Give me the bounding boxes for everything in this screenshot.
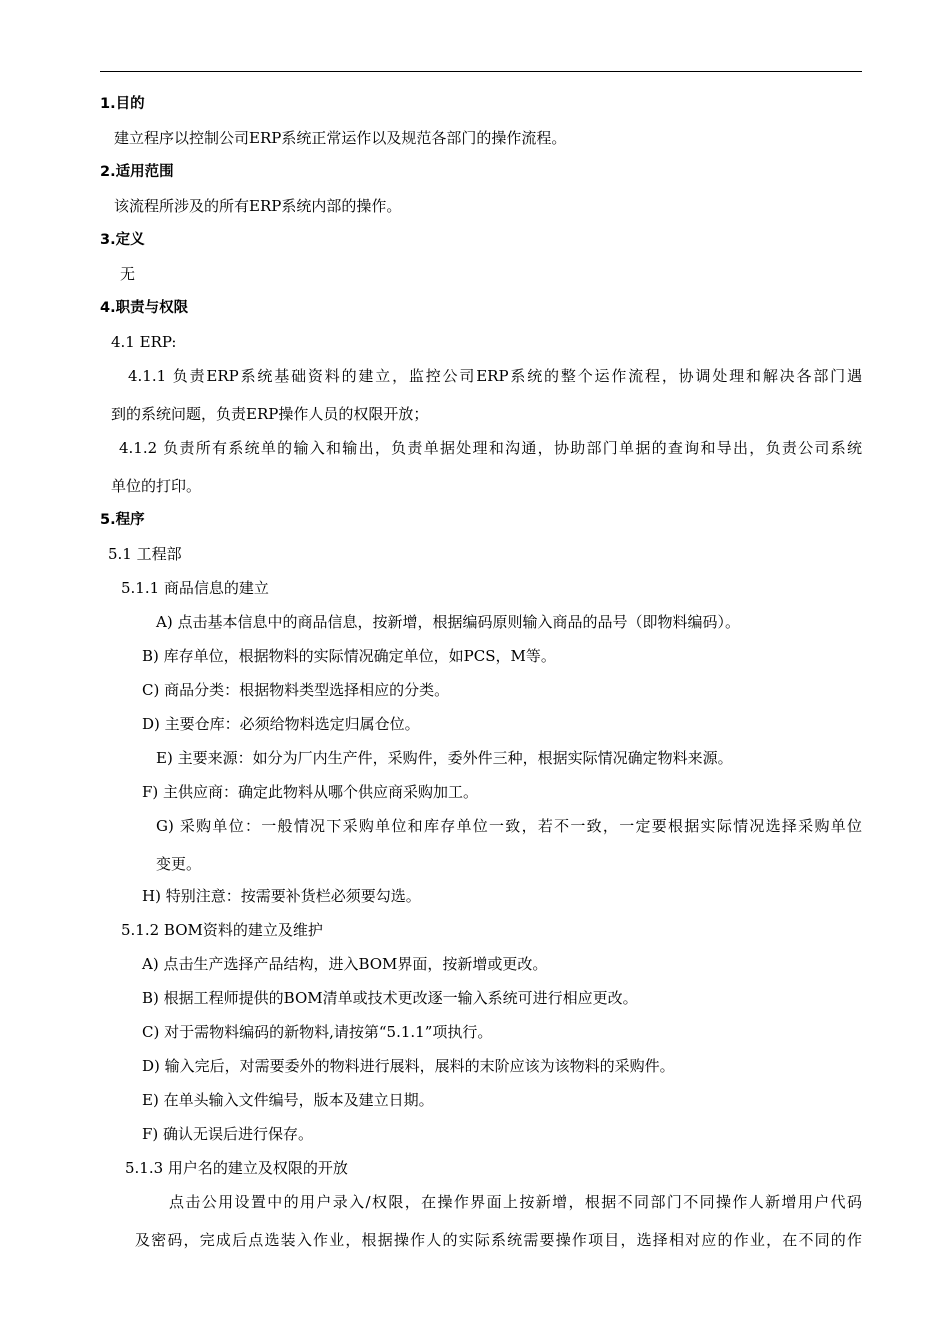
section-5-title: 5.程序 xyxy=(100,512,145,528)
item-4-1-1-line1: 4.1.1 负责ERP系统基础资料的建立，监控公司ERP系统的整个运作流程，协调处理和解决各部门遇 xyxy=(128,367,862,385)
item-5-1-1-g-line1: G) 采购单位：一般情况下采购单位和库存单位一致，若不一致，一定要根据实际情况选择采购单位 xyxy=(156,817,862,835)
item-4-1-1-line2: 到的系统问题，负责ERP操作人员的权限开放； xyxy=(111,405,429,423)
item-4-1-2-line1: 4.1.2 负责所有系统单的输入和输出，负责单据处理和沟通，协助部门单据的查询和导出，负责公司系统 xyxy=(119,439,862,457)
subsection-5-1: 5.1 工程部 xyxy=(108,545,182,563)
item-5-1-1-f: F) 主供应商：确定此物料从哪个供应商采购加工。 xyxy=(142,783,479,801)
item-5-1-1-a: A) 点击基本信息中的商品信息，按新增，根据编码原则输入商品的品号（即物料编码）。 xyxy=(156,613,740,631)
section-3-body: 无 xyxy=(120,265,136,283)
item-5-1-2-f: F) 确认无误后进行保存。 xyxy=(142,1125,314,1143)
section-3-title: 3.定义 xyxy=(100,232,145,248)
header-rule xyxy=(100,71,862,72)
item-5-1-1-g-line2: 变更。 xyxy=(156,855,202,873)
subsection-4-1: 4.1 ERP: xyxy=(111,333,177,351)
item-5-1-2-c: C) 对于需物料编码的新物料,请按第“5.1.1”项执行。 xyxy=(142,1023,493,1041)
item-5-1-3-title: 5.1.3 用户名的建立及权限的开放 xyxy=(125,1159,348,1177)
section-2-body: 该流程所涉及的所有ERP系统内部的操作。 xyxy=(114,197,402,215)
item-5-1-1-h: H) 特别注意：按需要补货栏必须要勾选。 xyxy=(142,887,421,905)
item-5-1-2-d: D) 输入完后，对需要委外的物料进行展料，展料的末阶应该为该物料的采购件。 xyxy=(142,1057,675,1075)
section-1-title: 1.目的 xyxy=(100,96,145,112)
item-5-1-1-e: E) 主要来源：如分为厂内生产件，采购件，委外件三种，根据实际情况确定物料来源。 xyxy=(156,749,733,767)
section-4-title: 4.职责与权限 xyxy=(100,300,189,316)
item-4-1-2-line2: 单位的打印。 xyxy=(111,477,202,495)
item-5-1-3-line2: 及密码，完成后点选装入作业，根据操作人的实际系统需要操作项目，选择相对应的作业，在不同的作 xyxy=(135,1231,862,1249)
item-5-1-1-title: 5.1.1 商品信息的建立 xyxy=(121,579,269,597)
section-2-title: 2.适用范围 xyxy=(100,164,174,180)
item-5-1-1-c: C) 商品分类：根据物料类型选择相应的分类。 xyxy=(142,681,450,699)
item-5-1-2-e: E) 在单头输入文件编号，版本及建立日期。 xyxy=(142,1091,434,1109)
item-5-1-1-d: D) 主要仓库：必须给物料选定归属仓位。 xyxy=(142,715,420,733)
item-5-1-2-a: A) 点击生产选择产品结构，进入BOM界面，按新增或更改。 xyxy=(142,955,548,973)
item-5-1-3-line1: 点击公用设置中的用户录入/权限，在操作界面上按新增，根据不同部门不同操作人新增用户代码 xyxy=(169,1193,862,1211)
item-5-1-2-b: B) 根据工程师提供的BOM清单或技术更改逐一输入系统可进行相应更改。 xyxy=(142,989,638,1007)
item-5-1-1-b: B) 库存单位，根据物料的实际情况确定单位，如PCS，M等。 xyxy=(142,647,556,665)
section-1-body: 建立程序以控制公司ERP系统正常运作以及规范各部门的操作流程。 xyxy=(114,129,567,147)
item-5-1-2-title: 5.1.2 BOM资料的建立及维护 xyxy=(121,921,323,939)
